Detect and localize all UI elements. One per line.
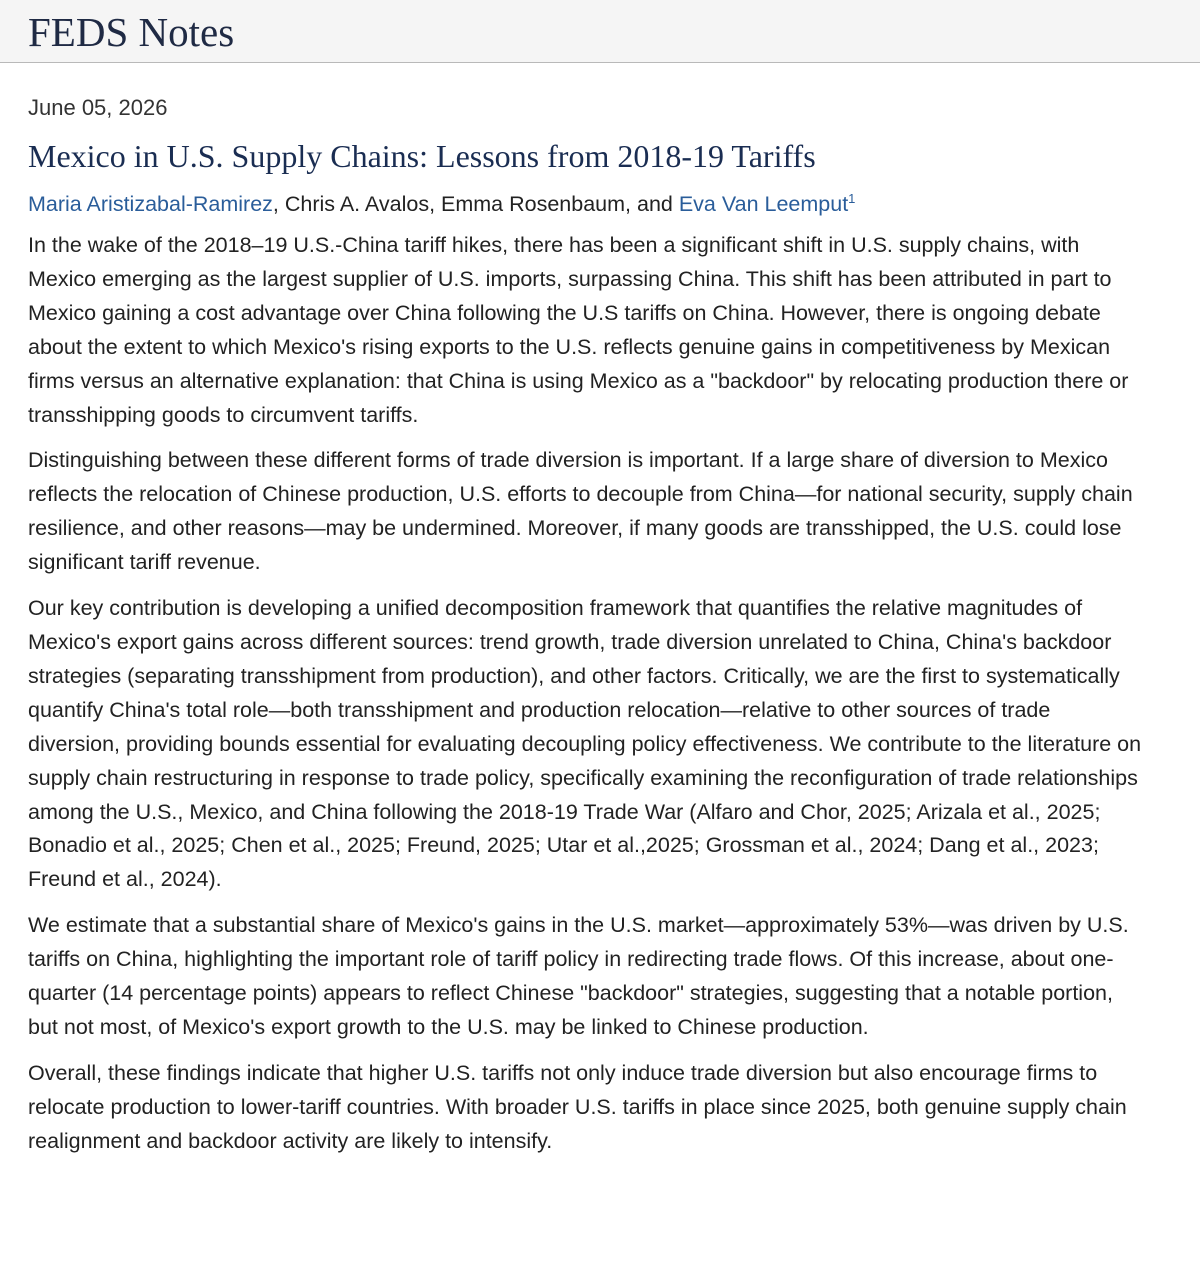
site-title[interactable]: FEDS Notes [28,9,235,55]
publication-date: June 05, 2026 [28,95,168,120]
author-names-plain: Chris A. Avalos, Emma Rosenbaum, and [284,192,679,216]
author-list [28,188,1148,220]
body-paragraph: Our key contribution is developing a unified decomposition framework that quantifies the relative magnitudes of Mexico's export gains across different sources: trend growth, trade diversion unrelated to China, China's backdoor strategies (separating transshipment from production), and other factors. Critically, we are the first to systematically quantify China's total role—both transshipment and production relocation—relative to other sources of trade diversion, providing bounds essential for evaluating decoupling policy effectiveness. We contribute to the literature on supply chain restructuring in response to trade policy, specifically examining the reconfiguration of trade relationships among the U.S., Mexico, and China following the 2018-19 Trade War (Alfaro and Chor, 2025; Arizala et al., 2025; Bonadio et al., 2025; Chen et al., 2025; Freund, 2025; Utar et al.,2025; Grossman et al., 2024; Dang et al., 2023; Freund et al., 2024). [28,596,1142,892]
author-separator: , [272,192,285,216]
author-link-van-leemput[interactable]: Eva Van Leemput [678,192,849,216]
body-paragraph: Overall, these findings indicate that higher U.S. tariffs not only induce trade diversion but also encourage firms to relocate production to lower-tariff countries. With broader U.S. tariffs in place since 2025, both genuine supply chain realignment and backdoor activity are likely to intensify. [28,1060,1127,1153]
body-paragraph: In the wake of the 2018–19 U.S.-China tariff hikes, there has been a significant shift in U.S. supply chains, with Mexico emerging as the largest supplier of U.S. imports, surpassing China. This shift has been attributed in part to Mexico gaining a cost advantage over China following the U.S tariffs on China. However, there is ongoing debate about the extent to which Mexico's rising exports to the U.S. reflects genuine gains in competitiveness by Mexican firms versus an alternative explanation: that China is using Mexico as a "backdoor" by relocating production there or transshipping goods to circumvent tariffs. [28,233,1129,427]
site-header [0,0,1200,63]
body-paragraph: Distinguishing between these different forms of trade diversion is important. If a large share of diversion to Mexico reflects the relocation of Chinese production, U.S. efforts to decouple from China—for national security, supply chain resilience, and other reasons—may be undermined. Moreover, if many goods are transshipped, the U.S. could lose significant tariff revenue. [28,448,1133,575]
article-title: Mexico in U.S. Supply Chains: Lessons from 2018-19 Tariffs [28,138,816,174]
footnote-marker[interactable]: 1 [848,191,856,206]
article-content [28,92,1148,1159]
author-link-aristizabal-ramirez[interactable]: Maria Aristizabal-Ramirez [28,192,273,216]
body-paragraph: We estimate that a substantial share of Mexico's gains in the U.S. market—approximately 53%—was driven by U.S. tariffs on China, highlighting the important role of tariff policy in redirecting trade flows. Of this increase, about one-quarter (14 percentage points) appears to reflect Chinese "backdoor" strategies, suggesting that a notable portion, but not most, of Mexico's export growth to the U.S. may be linked to Chinese production. [28,913,1129,1039]
